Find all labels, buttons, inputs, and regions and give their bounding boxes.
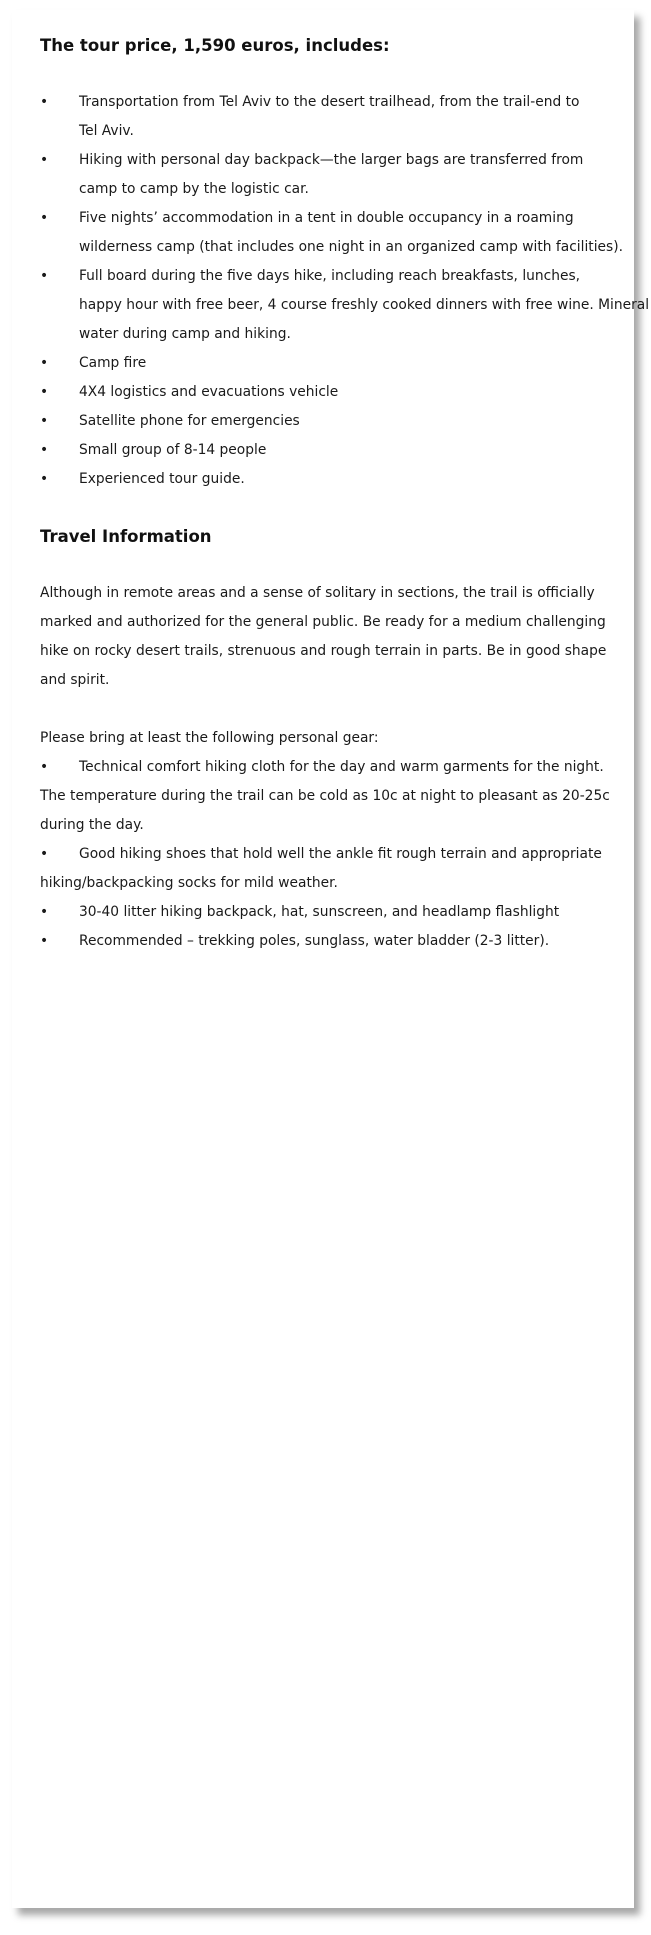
gear-item <box>40 927 630 956</box>
includes-item <box>40 262 650 349</box>
bullet-marker: • <box>40 384 49 400</box>
gear-item <box>40 898 630 927</box>
gear-item-continuation: during the day. <box>40 817 144 833</box>
bullet-marker: • <box>40 268 49 284</box>
gear-item-line: Good hiking shoes that hold well the ankle fit rough terrain and appropriate <box>79 846 602 862</box>
includes-heading: The tour price, 1,590 euros, includes: <box>40 36 390 55</box>
includes-item <box>40 204 630 262</box>
document-page <box>12 10 650 1908</box>
gear-item-line: 30-40 litter hiking backpack, hat, sunscreen, and headlamp flashlight <box>79 904 560 920</box>
travel-info-heading: Travel Information <box>40 527 212 546</box>
includes-item-line: camp to camp by the logistic car. <box>79 181 309 197</box>
document-content <box>40 32 650 956</box>
travel-paragraph-line: hike on rocky desert trails, strenuous and rough terrain in parts. Be in good shape <box>40 643 607 659</box>
includes-item-line: Full board during the five days hike, including reach breakfasts, lunches, <box>79 268 581 284</box>
includes-item-line: Satellite phone for emergencies <box>79 413 300 429</box>
bullet-marker: • <box>40 904 49 920</box>
travel-paragraph <box>40 579 630 695</box>
travel-paragraph-line: marked and authorized for the general public. Be ready for a medium challenging <box>40 614 606 630</box>
gear-item-line: Technical comfort hiking cloth for the day and warm garments for the night. <box>79 759 604 775</box>
includes-item <box>40 407 630 436</box>
gear-list <box>40 753 630 956</box>
bullet-marker: • <box>40 152 49 168</box>
includes-item <box>40 465 630 494</box>
includes-item-line: happy hour with free beer, 4 course freshly cooked dinners with free wine. Mineral <box>79 297 650 313</box>
includes-item-line: 4X4 logistics and evacuations vehicle <box>79 384 339 400</box>
gear-item-line: Recommended – trekking poles, sunglass, water bladder (2-3 litter). <box>79 933 550 949</box>
includes-item <box>40 349 630 378</box>
gear-intro: Please bring at least the following personal gear: <box>40 730 379 746</box>
travel-paragraph-line: Although in remote areas and a sense of solitary in sections, the trail is officially <box>40 585 595 601</box>
includes-item-line: Hiking with personal day backpack—the larger bags are transferred from <box>79 152 584 168</box>
includes-item-line: Tel Aviv. <box>79 123 134 139</box>
includes-item <box>40 88 630 146</box>
bullet-marker: • <box>40 355 49 371</box>
includes-item-line: water during camp and hiking. <box>79 326 291 342</box>
gear-item-continuation: The temperature during the trail can be cold as 10c at night to pleasant as 20-25c <box>40 788 610 804</box>
bullet-marker: • <box>40 442 49 458</box>
gear-item <box>40 840 630 869</box>
bullet-marker: • <box>40 846 49 862</box>
includes-item <box>40 378 630 407</box>
bullet-marker: • <box>40 413 49 429</box>
includes-item <box>40 146 630 204</box>
includes-item-line: Camp fire <box>79 355 147 371</box>
includes-item-line: Five nights’ accommodation in a tent in double occupancy in a roaming <box>79 210 574 226</box>
includes-item <box>40 436 630 465</box>
includes-list <box>40 88 650 494</box>
gear-item <box>40 753 630 782</box>
travel-paragraph-line: and spirit. <box>40 672 110 688</box>
includes-item-line: Transportation from Tel Aviv to the desert trailhead, from the trail-end to <box>79 94 580 110</box>
includes-item-line: Small group of 8-14 people <box>79 442 267 458</box>
includes-item-line: wilderness camp (that includes one night in an organized camp with facilities). <box>79 239 623 255</box>
bullet-marker: • <box>40 933 49 949</box>
bullet-marker: • <box>40 471 49 487</box>
bullet-marker: • <box>40 210 49 226</box>
bullet-marker: • <box>40 94 49 110</box>
includes-item-line: Experienced tour guide. <box>79 471 245 487</box>
bullet-marker: • <box>40 759 49 775</box>
gear-item-continuation: hiking/backpacking socks for mild weather. <box>40 875 338 891</box>
